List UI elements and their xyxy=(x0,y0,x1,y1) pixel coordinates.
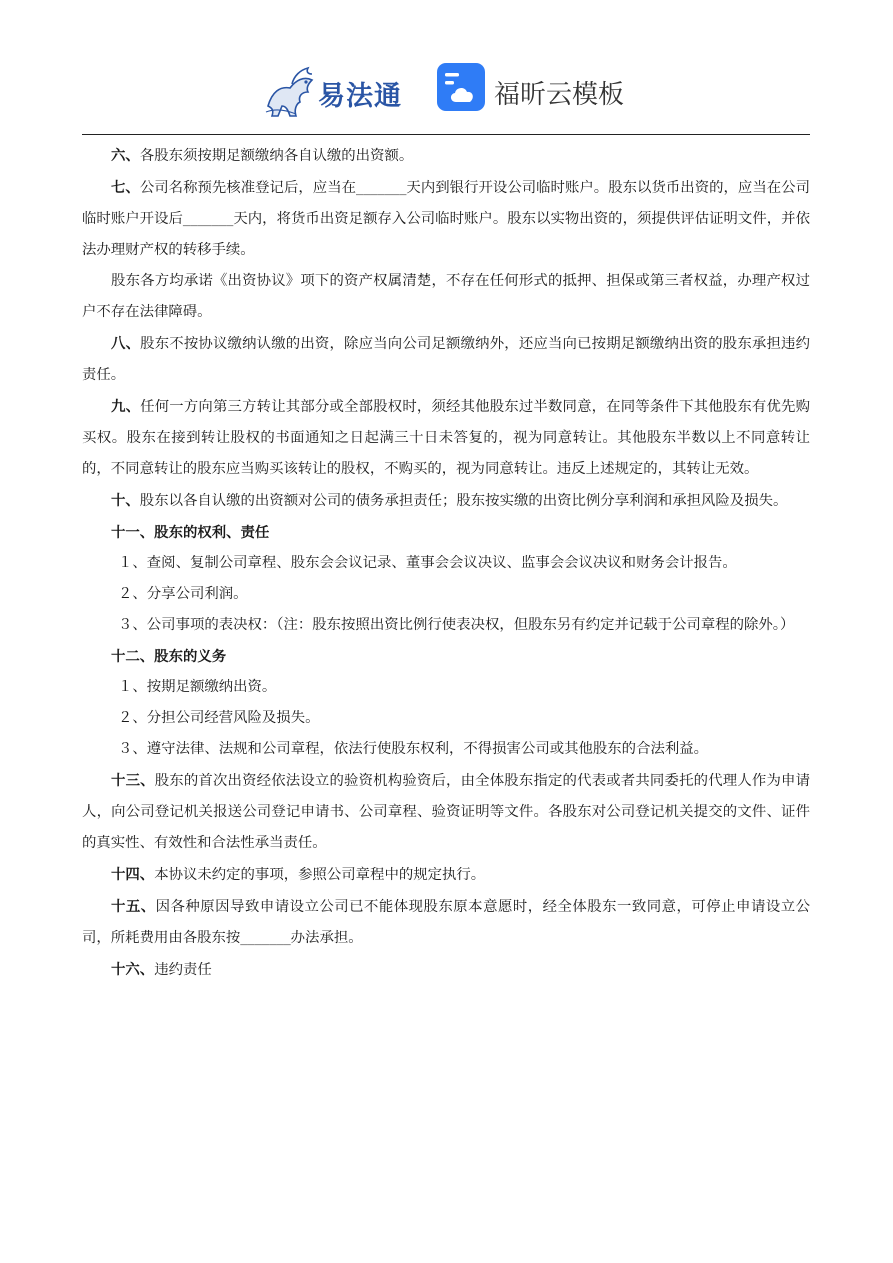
page-header xyxy=(0,58,893,122)
clause-16 xyxy=(82,954,810,986)
clause-10-text: 股东以各自认缴的出资额对公司的债务承担责任；股东按实缴的出资比例分享利润和承担风险及损失。 xyxy=(139,493,788,509)
clause-7-text: 公司名称预先核准登记后，应当在_______天内到银行开设公司临时账户。股东以货币出资的，应当在公司临时账户开设后_______天内，将货币出资足额存入公司临时账户。股东以实物出资的，须提供评估证明文件，并依法办理财产权的转移手续。 xyxy=(82,180,810,258)
clause-10-heading: 十、 xyxy=(111,492,140,509)
fuxin-logo xyxy=(436,62,636,120)
clause-14 xyxy=(82,859,810,891)
clause-8 xyxy=(82,328,810,391)
clause-15-heading: 十五、 xyxy=(111,898,156,915)
clause-8-heading: 八、 xyxy=(111,335,141,352)
yifatong-logo-text: 易法通 xyxy=(318,81,402,112)
clause-9-heading: 九、 xyxy=(111,398,141,415)
clause-6-text: 各股东须按期足额缴纳各自认缴的出资额。 xyxy=(139,148,414,164)
clause-10 xyxy=(82,485,810,517)
clause-9 xyxy=(82,391,810,485)
clause-13-heading: 十三、 xyxy=(111,772,155,789)
header-divider xyxy=(82,134,810,135)
clause-16-text: 违约责任 xyxy=(154,962,212,978)
clause-12-item-3: ３、遵守法律、法规和公司章程，依法行使股东权利，不得损害公司或其他股东的合法利益。 xyxy=(118,741,709,757)
clause-7-commitment: 股东各方均承诺《出资协议》项下的资产权属清楚，不存在任何形式的抵押、担保或第三者权益，办理产权过户不存在法律障碍。 xyxy=(82,273,810,320)
document-body xyxy=(82,140,810,986)
fuxin-cloud-icon xyxy=(436,62,486,112)
clause-12-item-2: ２、分担公司经营风险及损失。 xyxy=(118,710,320,726)
clause-6-heading: 六、 xyxy=(111,147,140,164)
clause-11-item-2: ２、分享公司利润。 xyxy=(118,586,248,602)
clause-15 xyxy=(82,891,810,954)
qilin-emblem-icon xyxy=(262,62,318,120)
yifatong-logo xyxy=(262,62,414,120)
clause-14-text: 本协议未约定的事项，参照公司章程中的规定执行。 xyxy=(154,867,486,883)
clause-13 xyxy=(82,765,810,859)
clause-11-item-3: ３、公司事项的表决权：（注：股东按照出资比例行使表决权，但股东另有约定并记载于公司章程的除外。） xyxy=(118,617,795,633)
clause-11-item-1: １、查阅、复制公司章程、股东会会议记录、董事会会议决议、监事会会议决议和财务会计报告。 xyxy=(118,555,737,571)
clause-13-text: 股东的首次出资经依法设立的验资机构验资后，由全体股东指定的代表或者共同委托的代理人作为申请人，向公司登记机关报送公司登记申请书、公司章程、验资证明等文件。各股东对公司登记机关提交的文件、证件的真实性、有效性和合法性承当责任。 xyxy=(82,773,810,851)
fuxin-logo-text: 福昕云模板 xyxy=(494,80,625,110)
clause-9-text: 任何一方向第三方转让其部分或全部股权时，须经其他股东过半数同意，在同等条件下其他股东有优先购买权。股东在接到转让股权的书面通知之日起满三十日未答复的，视为同意转让。其他股东半数以上不同意转让的，不同意转让的股东应当购买该转让的股权，不购买的，视为同意转让。违反上述规定的，其转让无效。 xyxy=(82,399,810,477)
clause-14-heading: 十四、 xyxy=(111,866,155,883)
clause-12-item-1: １、按期足额缴纳出资。 xyxy=(118,679,277,695)
clause-7-heading: 七、 xyxy=(111,179,140,196)
clause-11-heading: 十一、股东的权利、责任 xyxy=(111,524,270,541)
clause-7 xyxy=(82,172,810,266)
clause-15-text: 因各种原因导致申请设立公司已不能体现股东原本意愿时，经全体股东一致同意，可停止申请设立公司，所耗费用由各股东按_______办法承担。 xyxy=(82,899,810,946)
clause-6 xyxy=(82,140,810,172)
clause-12-heading: 十二、股东的义务 xyxy=(111,648,227,665)
clause-16-heading: 十六、 xyxy=(111,961,155,978)
clause-8-text: 股东不按协议缴纳认缴的出资，除应当向公司足额缴纳外，还应当向已按期足额缴纳出资的股东承担违约责任。 xyxy=(82,336,810,383)
